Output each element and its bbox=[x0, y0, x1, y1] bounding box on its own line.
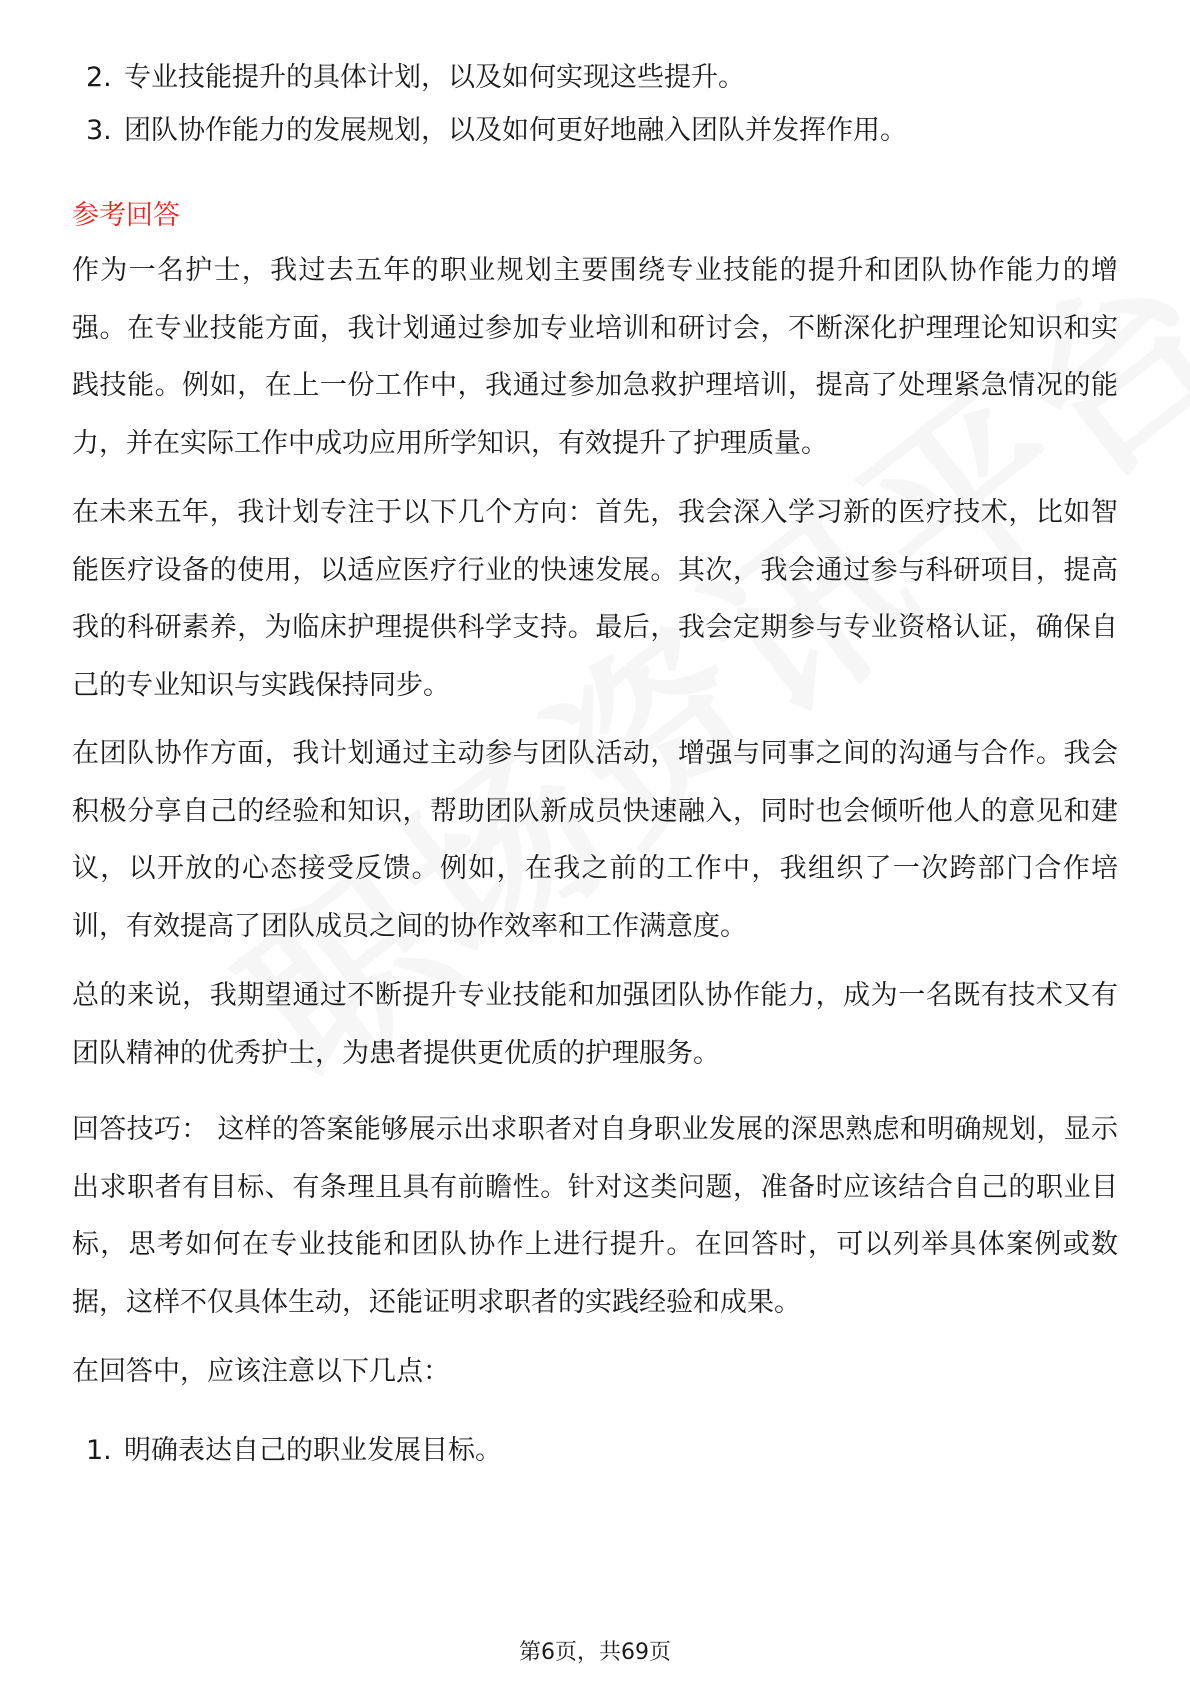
list-text: 专业技能提升的具体计划，以及如何实现这些提升。 bbox=[124, 62, 745, 93]
list-text: 明确表达自己的职业发展目标。 bbox=[124, 1435, 502, 1466]
list-number: 2. bbox=[86, 62, 112, 93]
list-item bbox=[86, 111, 907, 151]
paragraph: 回答技巧： 这样的答案能够展示出求职者对自身职业发展的深思熟虑和明确规划，显示出求职者有目标、有条理且具有前瞻性。针对这类问题，准备时应该结合自己的职业目标，思考如何在专业技能和团队协作上进行提升。在回答时，可以列举具体案例或数据，这样不仅具体生动，还能证明求职者的实践经验和成果。 bbox=[72, 1114, 1118, 1318]
list-number: 3. bbox=[86, 115, 112, 146]
paragraph: 在未来五年，我计划专注于以下几个方向：首先，我会深入学习新的医疗技术，比如智能医疗设备的使用，以适应医疗行业的快速发展。其次，我会通过参与科研项目，提高我的科研素养，为临床护理提供科学支持。最后，我会定期参与专业资格认证，确保自己的专业知识与实践保持同步。 bbox=[72, 497, 1118, 701]
list-item bbox=[86, 58, 745, 98]
list-item bbox=[86, 1431, 502, 1471]
page-footer: 第6页，共69页 bbox=[519, 1640, 671, 1665]
paragraph: 作为一名护士，我过去五年的职业规划主要围绕专业技能的提升和团队协作能力的增强。在专业技能方面，我计划通过参加专业培训和研讨会，不断深化护理理论知识和实践技能。例如，在上一份工作中，我通过参加急救护理培训，提高了处理紧急情况的能力，并在实际工作中成功应用所学知识，有效提升了护理质量。 bbox=[72, 255, 1118, 459]
list-text: 团队协作能力的发展规划，以及如何更好地融入团队并发挥作用。 bbox=[124, 115, 907, 146]
paragraph: 在回答中，应该注意以下几点： bbox=[72, 1356, 450, 1387]
list-number: 1. bbox=[86, 1435, 112, 1466]
paragraph: 在团队协作方面，我计划通过主动参与团队活动，增强与同事之间的沟通与合作。我会积极分享自己的经验和知识，帮助团队新成员快速融入，同时也会倾听他人的意见和建议，以开放的心态接受反馈。例如，在我之前的工作中，我组织了一次跨部门合作培训，有效提高了团队成员之间的协作效率和工作满意度。 bbox=[72, 738, 1118, 942]
paragraph: 总的来说，我期望通过不断提升专业技能和加强团队协作能力，成为一名既有技术又有团队精神的优秀护士，为患者提供更优质的护理服务。 bbox=[72, 980, 1118, 1069]
section-title: 参考回答 bbox=[72, 200, 180, 231]
